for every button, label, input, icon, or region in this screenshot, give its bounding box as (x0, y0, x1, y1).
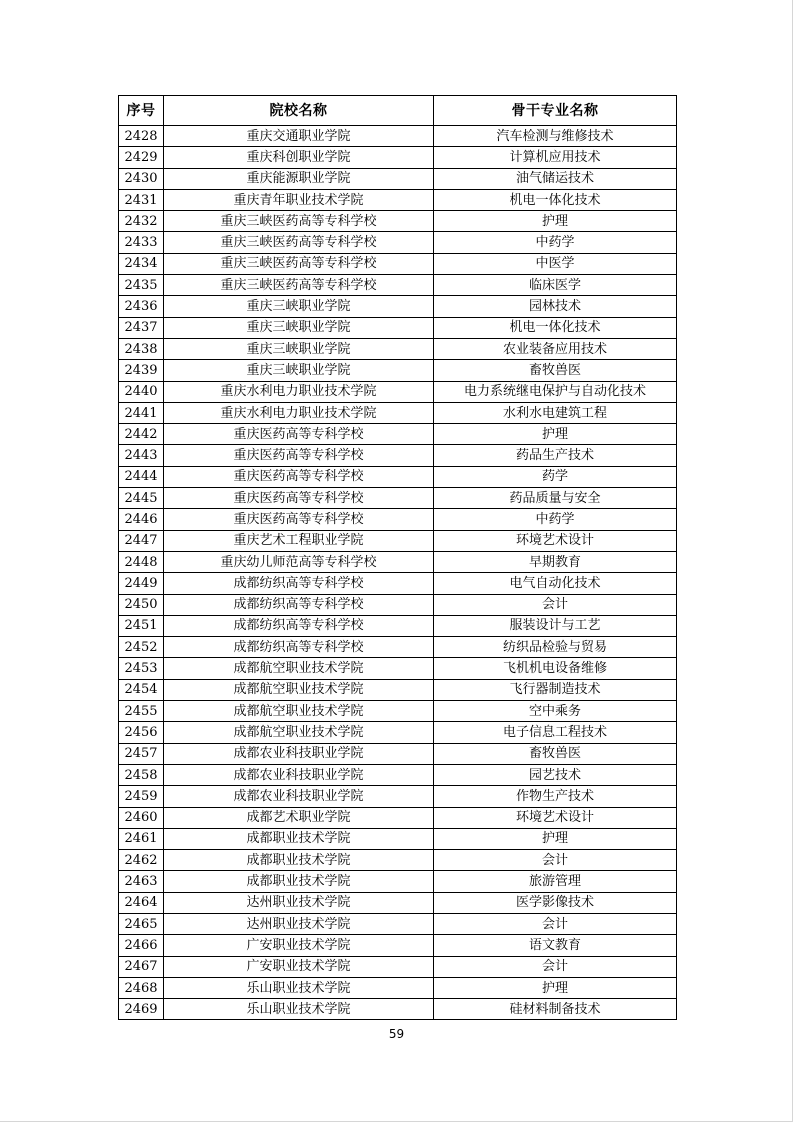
cell-major-name: 中医学 (434, 253, 677, 274)
cell-major-name: 医学影像技术 (434, 892, 677, 913)
cell-major-name: 油气储运技术 (434, 168, 677, 189)
cell-major-name: 机电一体化技术 (434, 189, 677, 210)
cell-school-name: 成都职业技术学院 (164, 828, 434, 849)
cell-seq: 2433 (119, 232, 164, 253)
cell-school-name: 达州职业技术学院 (164, 913, 434, 934)
table-body (119, 126, 677, 1020)
cell-major-name: 环境艺术设计 (434, 807, 677, 828)
cell-school-name: 重庆医药高等专科学校 (164, 466, 434, 487)
table-row (119, 913, 677, 934)
table-row (119, 999, 677, 1020)
cell-major-name: 园林技术 (434, 296, 677, 317)
cell-seq: 2434 (119, 253, 164, 274)
cell-major-name: 早期教育 (434, 551, 677, 572)
cell-seq: 2429 (119, 147, 164, 168)
cell-school-name: 重庆医药高等专科学校 (164, 509, 434, 530)
table-row (119, 658, 677, 679)
cell-seq: 2438 (119, 338, 164, 359)
cell-school-name: 重庆三峡医药高等专科学校 (164, 211, 434, 232)
cell-major-name: 会计 (434, 850, 677, 871)
cell-school-name: 重庆青年职业技术学院 (164, 189, 434, 210)
cell-school-name: 成都纺织高等专科学校 (164, 573, 434, 594)
table-row (119, 253, 677, 274)
cell-major-name: 电子信息工程技术 (434, 722, 677, 743)
cell-seq: 2465 (119, 913, 164, 934)
cell-major-name: 药学 (434, 466, 677, 487)
cell-school-name: 广安职业技术学院 (164, 935, 434, 956)
cell-major-name: 园艺技术 (434, 764, 677, 785)
cell-school-name: 重庆三峡职业学院 (164, 360, 434, 381)
cell-seq: 2453 (119, 658, 164, 679)
cell-seq: 2449 (119, 573, 164, 594)
cell-major-name: 语文教育 (434, 935, 677, 956)
cell-major-name: 旅游管理 (434, 871, 677, 892)
cell-school-name: 重庆能源职业学院 (164, 168, 434, 189)
table-row (119, 679, 677, 700)
table-row (119, 871, 677, 892)
cell-seq: 2451 (119, 615, 164, 636)
cell-school-name: 乐山职业技术学院 (164, 977, 434, 998)
table-row (119, 701, 677, 722)
table-row (119, 232, 677, 253)
cell-school-name: 重庆三峡职业学院 (164, 317, 434, 338)
cell-major-name: 水利水电建筑工程 (434, 402, 677, 423)
cell-seq: 2463 (119, 871, 164, 892)
table-header-row (119, 96, 677, 126)
cell-major-name: 护理 (434, 977, 677, 998)
cell-seq: 2444 (119, 466, 164, 487)
cell-major-name: 药品生产技术 (434, 445, 677, 466)
cell-major-name: 环境艺术设计 (434, 530, 677, 551)
cell-major-name: 会计 (434, 956, 677, 977)
cell-major-name: 畜牧兽医 (434, 743, 677, 764)
cell-major-name: 会计 (434, 594, 677, 615)
cell-major-name: 护理 (434, 424, 677, 445)
cell-seq: 2430 (119, 168, 164, 189)
table-row (119, 594, 677, 615)
table-row (119, 615, 677, 636)
page-number: 59 (388, 1027, 405, 1041)
table-row (119, 360, 677, 381)
cell-seq: 2435 (119, 275, 164, 296)
table-row (119, 722, 677, 743)
cell-seq: 2443 (119, 445, 164, 466)
cell-major-name: 中药学 (434, 509, 677, 530)
cell-seq: 2428 (119, 126, 164, 147)
table-row (119, 147, 677, 168)
table-row (119, 296, 677, 317)
cell-school-name: 重庆水利电力职业技术学院 (164, 402, 434, 423)
cell-major-name: 药品质量与安全 (434, 488, 677, 509)
cell-major-name: 空中乘务 (434, 701, 677, 722)
cell-major-name: 会计 (434, 913, 677, 934)
cell-major-name: 作物生产技术 (434, 786, 677, 807)
cell-major-name: 临床医学 (434, 275, 677, 296)
table-row (119, 743, 677, 764)
cell-major-name: 电力系统继电保护与自动化技术 (434, 381, 677, 402)
cell-seq: 2467 (119, 956, 164, 977)
cell-seq: 2460 (119, 807, 164, 828)
cell-seq: 2459 (119, 786, 164, 807)
cell-major-name: 畜牧兽医 (434, 360, 677, 381)
cell-school-name: 广安职业技术学院 (164, 956, 434, 977)
cell-seq: 2446 (119, 509, 164, 530)
table-row (119, 637, 677, 658)
cell-school-name: 重庆水利电力职业技术学院 (164, 381, 434, 402)
table-row (119, 189, 677, 210)
cell-school-name: 重庆医药高等专科学校 (164, 445, 434, 466)
cell-school-name: 成都艺术职业学院 (164, 807, 434, 828)
table-row (119, 786, 677, 807)
table-row (119, 402, 677, 423)
cell-seq: 2436 (119, 296, 164, 317)
table-row (119, 424, 677, 445)
table-row (119, 573, 677, 594)
cell-school-name: 重庆三峡医药高等专科学校 (164, 232, 434, 253)
cell-school-name: 成都职业技术学院 (164, 871, 434, 892)
cell-seq: 2457 (119, 743, 164, 764)
cell-seq: 2450 (119, 594, 164, 615)
cell-school-name: 成都航空职业技术学院 (164, 679, 434, 700)
table-row (119, 764, 677, 785)
cell-seq: 2455 (119, 701, 164, 722)
cell-school-name: 成都农业科技职业学院 (164, 786, 434, 807)
table-row (119, 317, 677, 338)
cell-major-name: 纺织品检验与贸易 (434, 637, 677, 658)
cell-seq: 2439 (119, 360, 164, 381)
cell-seq: 2469 (119, 999, 164, 1020)
cell-seq: 2466 (119, 935, 164, 956)
cell-major-name: 中药学 (434, 232, 677, 253)
cell-seq: 2448 (119, 551, 164, 572)
cell-school-name: 成都职业技术学院 (164, 850, 434, 871)
cell-school-name: 重庆三峡职业学院 (164, 296, 434, 317)
cell-seq: 2461 (119, 828, 164, 849)
cell-seq: 2456 (119, 722, 164, 743)
cell-school-name: 重庆艺术工程职业学院 (164, 530, 434, 551)
cell-seq: 2464 (119, 892, 164, 913)
table-row (119, 509, 677, 530)
cell-school-name: 达州职业技术学院 (164, 892, 434, 913)
table-row (119, 466, 677, 487)
table-row (119, 892, 677, 913)
cell-seq: 2440 (119, 381, 164, 402)
cell-seq: 2431 (119, 189, 164, 210)
header-major-name: 骨干专业名称 (434, 96, 677, 126)
cell-seq: 2462 (119, 850, 164, 871)
cell-school-name: 重庆三峡医药高等专科学校 (164, 253, 434, 274)
cell-school-name: 成都农业科技职业学院 (164, 764, 434, 785)
cell-seq: 2432 (119, 211, 164, 232)
table-row (119, 126, 677, 147)
table-row (119, 850, 677, 871)
cell-seq: 2468 (119, 977, 164, 998)
cell-major-name: 护理 (434, 211, 677, 232)
table-row (119, 338, 677, 359)
table-row (119, 211, 677, 232)
cell-school-name: 重庆医药高等专科学校 (164, 488, 434, 509)
table-row (119, 168, 677, 189)
cell-school-name: 成都航空职业技术学院 (164, 722, 434, 743)
table-row (119, 956, 677, 977)
table-row (119, 551, 677, 572)
cell-seq: 2442 (119, 424, 164, 445)
cell-major-name: 电气自动化技术 (434, 573, 677, 594)
cell-school-name: 重庆交通职业学院 (164, 126, 434, 147)
cell-seq: 2437 (119, 317, 164, 338)
table-row (119, 445, 677, 466)
cell-major-name: 服装设计与工艺 (434, 615, 677, 636)
cell-school-name: 成都纺织高等专科学校 (164, 594, 434, 615)
table-row (119, 381, 677, 402)
cell-major-name: 汽车检测与维修技术 (434, 126, 677, 147)
cell-seq: 2452 (119, 637, 164, 658)
header-school-name: 院校名称 (164, 96, 434, 126)
cell-school-name: 重庆三峡医药高等专科学校 (164, 275, 434, 296)
cell-school-name: 重庆三峡职业学院 (164, 338, 434, 359)
cell-school-name: 成都农业科技职业学院 (164, 743, 434, 764)
table-row (119, 275, 677, 296)
cell-major-name: 农业装备应用技术 (434, 338, 677, 359)
cell-school-name: 成都纺织高等专科学校 (164, 637, 434, 658)
table-row (119, 488, 677, 509)
table-row (119, 530, 677, 551)
cell-major-name: 飞机机电设备维修 (434, 658, 677, 679)
cell-school-name: 成都纺织高等专科学校 (164, 615, 434, 636)
cell-seq: 2447 (119, 530, 164, 551)
cell-school-name: 乐山职业技术学院 (164, 999, 434, 1020)
table-row (119, 828, 677, 849)
cell-major-name: 飞行器制造技术 (434, 679, 677, 700)
cell-seq: 2458 (119, 764, 164, 785)
cell-major-name: 护理 (434, 828, 677, 849)
cell-seq: 2445 (119, 488, 164, 509)
cell-major-name: 机电一体化技术 (434, 317, 677, 338)
cell-seq: 2441 (119, 402, 164, 423)
cell-major-name: 计算机应用技术 (434, 147, 677, 168)
cell-school-name: 重庆幼儿师范高等专科学校 (164, 551, 434, 572)
cell-school-name: 成都航空职业技术学院 (164, 701, 434, 722)
cell-school-name: 重庆科创职业学院 (164, 147, 434, 168)
table-row (119, 935, 677, 956)
backbone-majors-table (118, 95, 677, 1020)
table-row (119, 807, 677, 828)
cell-seq: 2454 (119, 679, 164, 700)
table-row (119, 977, 677, 998)
cell-school-name: 成都航空职业技术学院 (164, 658, 434, 679)
cell-major-name: 硅材料制备技术 (434, 999, 677, 1020)
header-seq: 序号 (119, 96, 164, 126)
cell-school-name: 重庆医药高等专科学校 (164, 424, 434, 445)
